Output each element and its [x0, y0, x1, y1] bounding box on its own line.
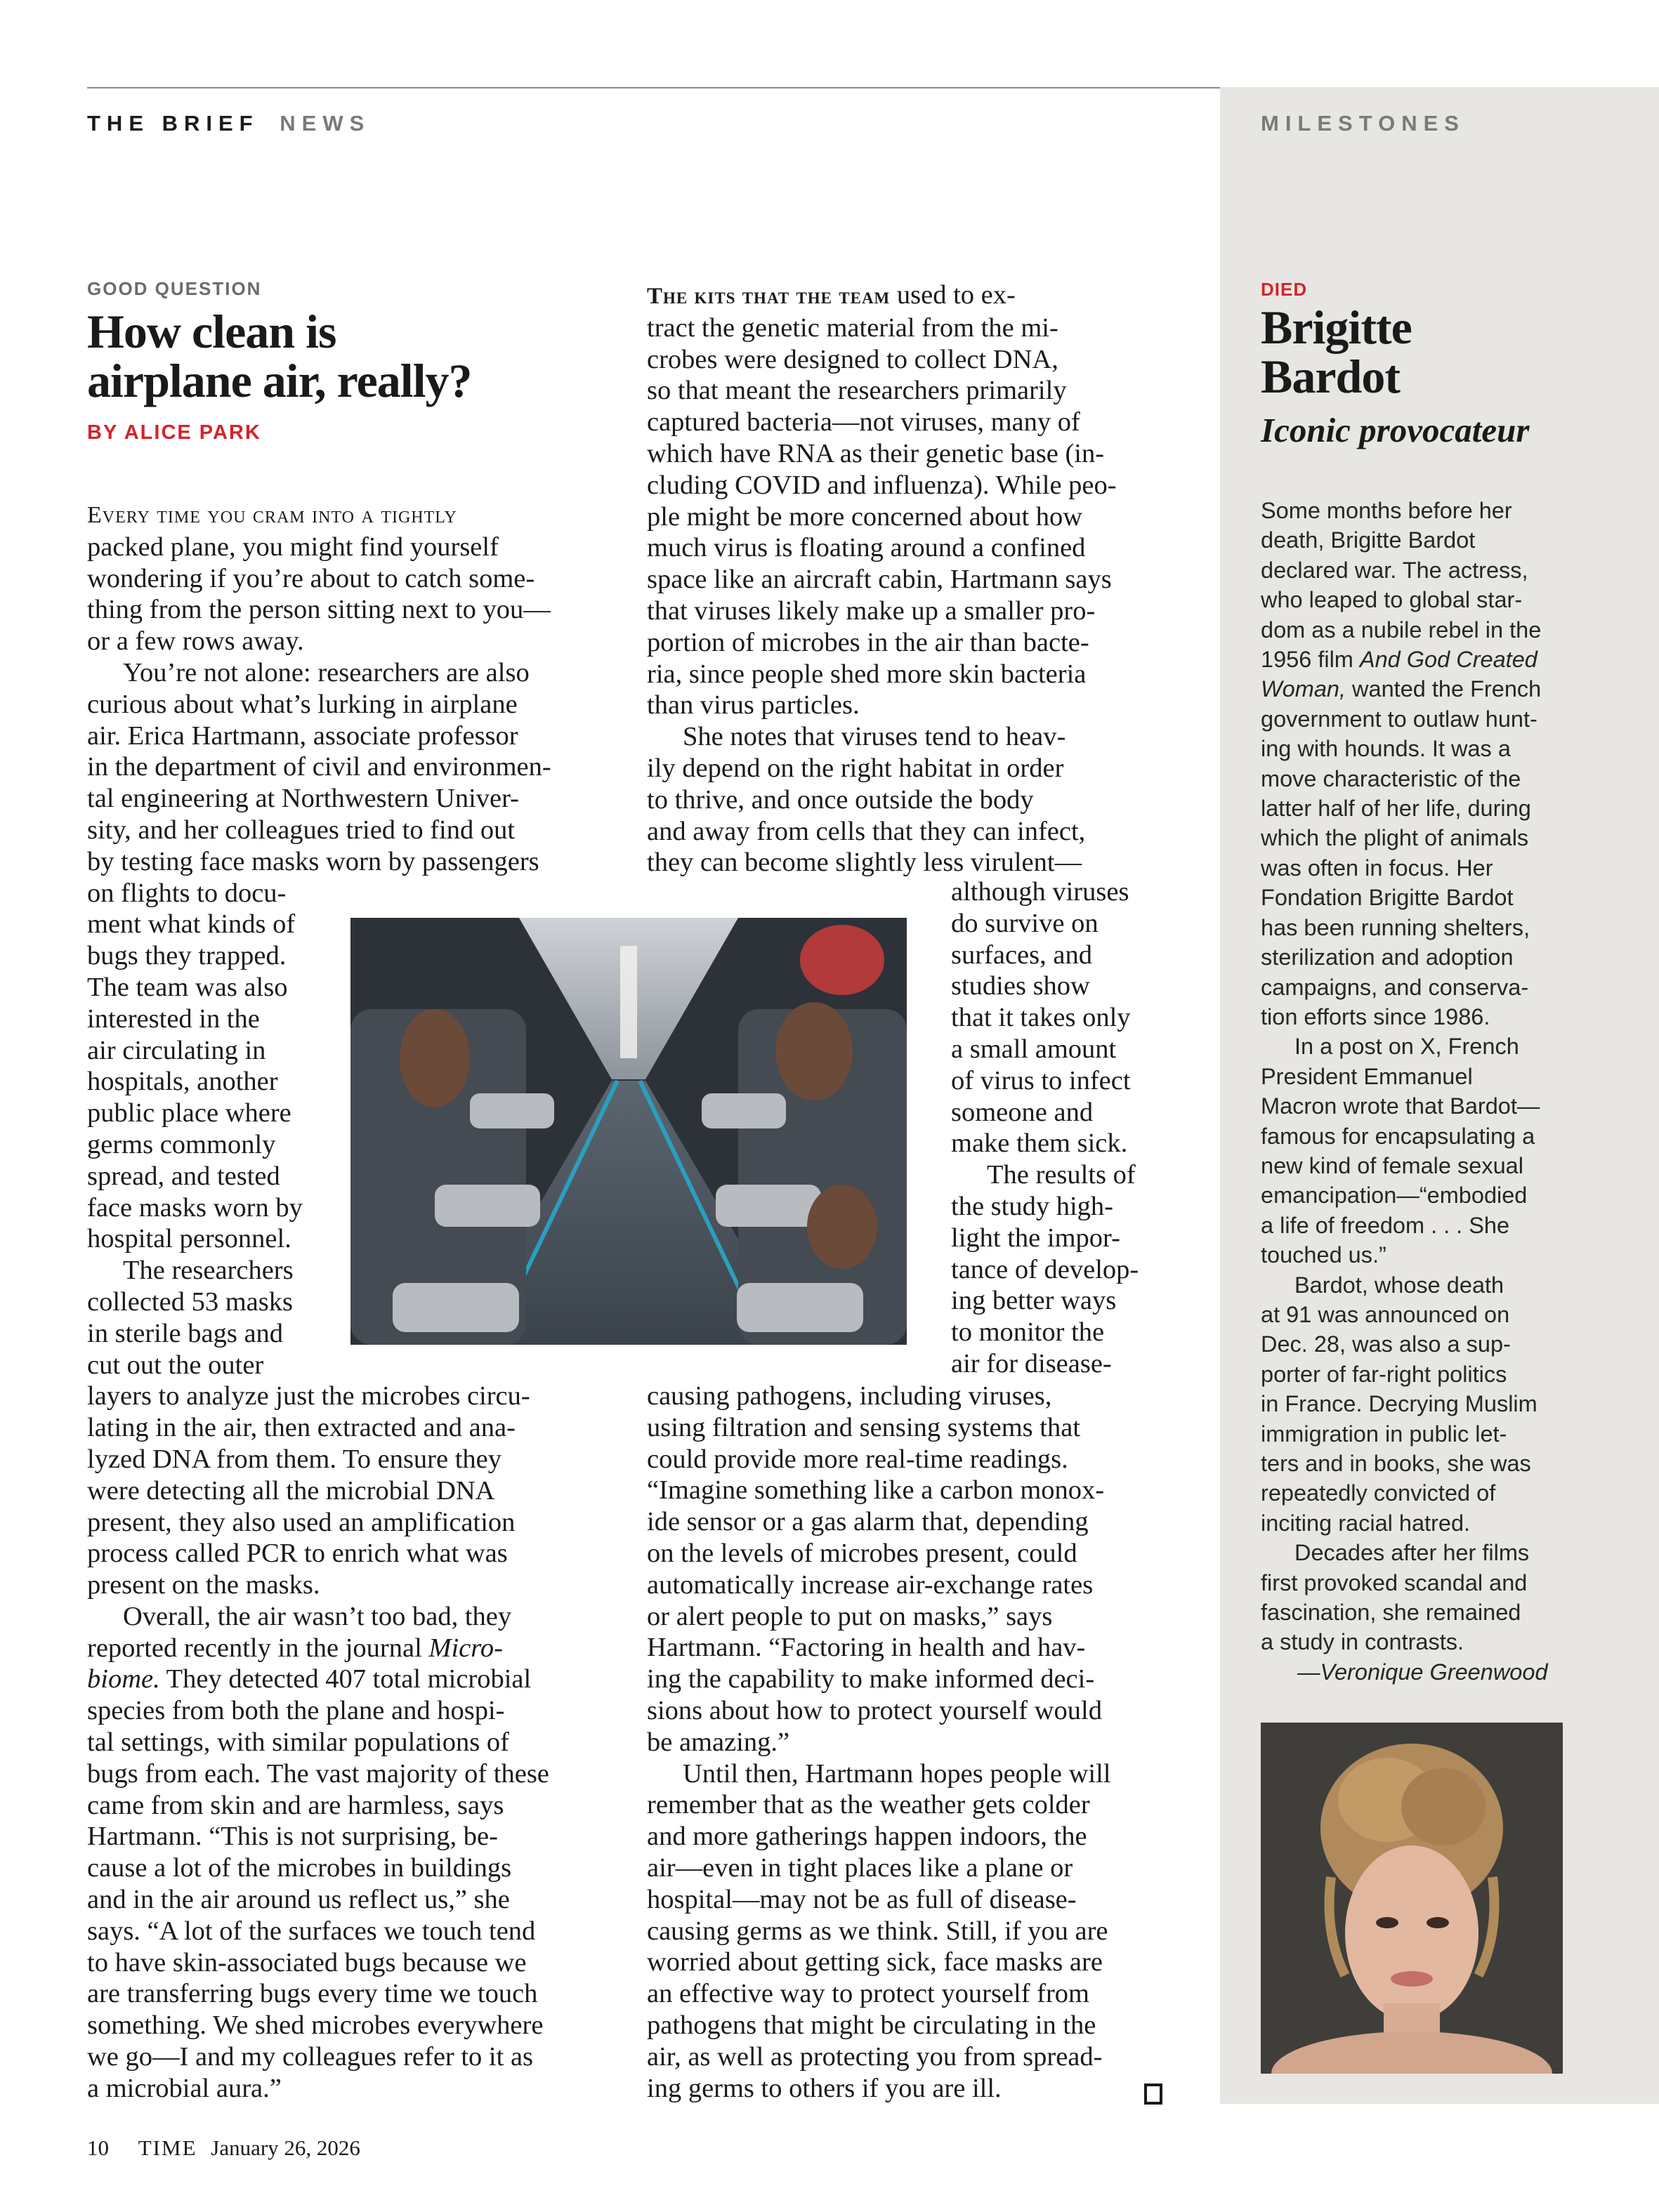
text-line: Bardot, whose death	[1294, 1272, 1504, 1298]
text-line: ing germs to others if you are ill.	[647, 2073, 1002, 2103]
text-line: ters and in books, she was	[1261, 1451, 1531, 1476]
text-line: was often in focus. Her	[1261, 855, 1493, 881]
text-line: tal engineering at Northwestern Univer-	[87, 784, 520, 814]
text-line: public place where	[87, 1098, 291, 1128]
text-line: sions about how to protect yourself would	[647, 1695, 1102, 1725]
section-header	[87, 111, 370, 136]
text-line: In a post on X, French	[1294, 1034, 1519, 1060]
text-line: You’re not alone: researchers are also	[123, 657, 530, 687]
text-line: who leaped to global star-	[1261, 587, 1523, 613]
film-pre: 1956 film	[1261, 647, 1360, 673]
text-line: emancipation—“embodied	[1261, 1183, 1528, 1209]
article-byline: BY ALICE PARK	[87, 421, 261, 444]
text-line: worried about getting sick, face masks are	[647, 1947, 1103, 1977]
text-line: captured bacteria—not viruses, many of	[647, 407, 1080, 437]
milestone-body	[1261, 496, 1570, 1687]
text-line: remember that as the weather gets colder	[647, 1790, 1090, 1820]
text-line: causing pathogens, including viruses,	[647, 1381, 1052, 1411]
text-line: by testing face masks worn by passengers	[87, 846, 539, 876]
milestone-subtitle: Iconic provocateur	[1261, 411, 1530, 449]
text-line: pathogens that might be circulating in the	[647, 2010, 1096, 2040]
text-line: species from both the plane and hospi-	[87, 1696, 505, 1726]
text-line: tance of develop-	[951, 1254, 1139, 1284]
text-line: present on the masks.	[87, 1570, 320, 1600]
text-line: tion efforts since 1986.	[1261, 1003, 1490, 1029]
text-line: face masks worn by	[87, 1192, 303, 1223]
text-line: government to outlaw hunt-	[1261, 706, 1537, 732]
text-line: surfaces, and	[951, 940, 1092, 970]
article-title-line1: How clean is	[87, 305, 336, 358]
text-line: bugs they trapped.	[87, 941, 287, 971]
text-line: air circulating in	[87, 1035, 266, 1065]
text-line: causing germs as we think. Still, if you are	[647, 1916, 1108, 1946]
text-line	[1261, 674, 1570, 704]
sidebar-header: MILESTONES	[1261, 111, 1465, 136]
text-line: hospital—may not be as full of disease-	[647, 1884, 1077, 1914]
text-line: which the plight of animals	[1261, 825, 1529, 851]
text-line: inciting racial hatred.	[1261, 1510, 1471, 1536]
text-line: dom as a nubile rebel in the	[1261, 617, 1542, 643]
text-line: space like an aircraft cabin, Hartmann says	[647, 565, 1112, 595]
text-line: new kind of female sexual	[1261, 1152, 1523, 1178]
col2-lead-in: The kits that the team	[647, 284, 891, 309]
text-line: The results of	[987, 1160, 1136, 1190]
text-line: ing better ways	[951, 1286, 1117, 1316]
text-line: Overall, the air wasn’t too bad, they	[123, 1601, 512, 1631]
magazine-name: TIME	[138, 2135, 197, 2160]
text-line: sterilization and adoption	[1261, 944, 1514, 970]
text-line: air, as well as protecting you from spread-	[647, 2041, 1103, 2072]
text-line: cut out the outer	[87, 1350, 264, 1380]
text-line: interested in the	[87, 1003, 260, 1034]
text-line: tal settings, with similar populations of	[87, 1727, 509, 1758]
text-line: they can become slightly less virulent—	[647, 848, 1082, 878]
text-line: immigration in public let-	[1261, 1421, 1507, 1447]
text-line: cause a lot of the microbes in buildings	[87, 1853, 512, 1883]
text-line: of virus to infect	[951, 1065, 1131, 1095]
text-line: latter half of her life, during	[1261, 796, 1531, 822]
article-kicker: GOOD QUESTION	[87, 278, 262, 299]
airplane-cabin-photo	[350, 918, 907, 1345]
text-line: air for disease-	[951, 1348, 1112, 1378]
text-line: collected 53 masks	[87, 1286, 293, 1317]
top-rule	[87, 87, 1220, 88]
text-line: thing from the person sitting next to you—	[87, 595, 551, 625]
text-line: death, Brigitte Bardot	[1261, 527, 1476, 553]
text-line: layers to analyze just the microbes circu-	[87, 1381, 530, 1411]
subsection-name: NEWS	[280, 111, 371, 136]
text-line: air. Erica Hartmann, associate professor	[87, 720, 518, 751]
text-line: wondering if you’re about to catch some-	[87, 563, 535, 593]
text-line: although viruses	[951, 877, 1129, 907]
airplane-aisle-illustration	[350, 918, 907, 1345]
text-line: make them sick.	[951, 1128, 1128, 1159]
text-line: and more gatherings happen indoors, the	[647, 1822, 1087, 1852]
text-line: porter of far-right politics	[1261, 1361, 1507, 1387]
text-line: declared war. The actress,	[1261, 557, 1528, 583]
text-line: germs commonly	[87, 1129, 276, 1159]
brigitte-bardot-portrait	[1261, 1723, 1563, 2074]
text-line: ide sensor or a gas alarm that, depending	[647, 1507, 1089, 1537]
section-name: THE BRIEF	[87, 111, 259, 136]
text-line: ily depend on the right habitat in order	[647, 753, 1064, 783]
text-line: says. “A lot of the surfaces we touch tend	[87, 1916, 536, 1946]
article-wrap-column	[951, 876, 1169, 1380]
text-line: Decades after her films	[1294, 1540, 1530, 1566]
text-line: curious about what’s lurking in airplane	[87, 689, 518, 719]
article-lead-in: Every time you cram into a tightly	[87, 502, 457, 528]
text-line: the study high-	[951, 1191, 1113, 1221]
text-line: than virus particles.	[647, 690, 860, 720]
film-post: wanted the French	[1346, 676, 1542, 702]
text-line: be amazing.”	[647, 1727, 790, 1757]
text-line: ing with hounds. It was a	[1261, 736, 1511, 762]
text-line: ria, since people shed more skin bacteria	[647, 659, 1087, 689]
text-line: that it takes only	[951, 1003, 1131, 1033]
page-number: 10	[87, 2135, 109, 2160]
text-line: we go—I and my colleagues refer to it as	[87, 2042, 534, 2072]
text-line: and in the air around us reflect us,” she	[87, 1885, 510, 1915]
text-line: She notes that viruses tend to heav-	[683, 722, 1066, 752]
article-column-2	[647, 279, 1167, 878]
article-title	[87, 307, 621, 405]
text-line: Fondation Brigitte Bardot	[1261, 885, 1514, 911]
text-line: bugs from each. The vast majority of these	[87, 1758, 549, 1789]
text-line: ment what kinds of	[87, 909, 296, 940]
text-line: and away from cells that they can infect,	[647, 816, 1086, 846]
text-line: hospital personnel.	[87, 1224, 291, 1254]
text-line: portion of microbes in the air than bacte-	[647, 627, 1089, 657]
text-line: President Emmanuel	[1261, 1063, 1473, 1089]
col2-first: used to ex-	[890, 280, 1016, 310]
page-footer	[87, 2135, 360, 2161]
text-line: to thrive, and once outside the body	[647, 784, 1034, 815]
text-line: to have skin-associated bugs because we	[87, 1947, 527, 1977]
col1-p4	[87, 1601, 611, 2105]
journal-name-a: Micro-	[428, 1633, 503, 1663]
text-line: in France. Decrying Muslim	[1261, 1391, 1537, 1417]
text-line: in the department of civil and environmen-	[87, 752, 551, 782]
milestone-name-line2: Bardot	[1261, 350, 1400, 403]
text-line: Some months before her	[1261, 498, 1512, 523]
text-line: Hartmann. “Factoring in health and hav-	[647, 1633, 1086, 1663]
text-line: to monitor the	[951, 1317, 1105, 1348]
text-line: an effective way to protect yourself from	[647, 1979, 1090, 2009]
text-line: light the impor-	[951, 1223, 1120, 1253]
film-title-a: And God Created	[1359, 647, 1537, 673]
text-line: someone and	[951, 1097, 1094, 1127]
text-line: The researchers	[123, 1256, 294, 1286]
text-line: present, they also used an amplification	[87, 1507, 516, 1537]
text-line: move characteristic of the	[1261, 765, 1521, 791]
text-line: first provoked scandal and	[1261, 1569, 1528, 1595]
text-line: cluding COVID and influenza). While peo-	[647, 470, 1117, 500]
text-line: Macron wrote that Bardot—	[1261, 1093, 1540, 1119]
text-line: are transferring bugs every time we touch	[87, 1979, 538, 2009]
text-line: studies show	[951, 971, 1090, 1001]
text-line: that viruses likely make up a smaller pro-	[647, 595, 1096, 626]
text-line: in sterile bags and	[87, 1318, 284, 1348]
text-line: ple might be more concerned about how	[647, 501, 1083, 532]
text-line: process called PCR to enrich what was	[87, 1539, 508, 1569]
text-line: “Imagine something like a carbon monox-	[647, 1475, 1105, 1506]
text-line: Hartmann. “This is not surprising, be-	[87, 1822, 498, 1852]
journal-pre: reported recently in the journal	[87, 1633, 429, 1663]
text-line	[647, 279, 1167, 312]
text-line: tract the genetic material from the mi-	[647, 312, 1058, 343]
text-line: packed plane, you might find yourself	[87, 532, 499, 562]
milestone-name-line1: Brigitte	[1261, 301, 1412, 354]
text-line: on the levels of microbes present, could	[647, 1538, 1077, 1568]
text-line: something. We shed microbes everywhere	[87, 2010, 544, 2041]
issue-date: January 26, 2026	[211, 2135, 360, 2160]
text-line: ing the capability to make informed deci-	[647, 1664, 1095, 1694]
journal-name-b: biome.	[87, 1664, 160, 1694]
article-title-line2: airplane air, really?	[87, 354, 472, 407]
text-line: so that meant the researchers primarily	[647, 376, 1067, 406]
text-line: were detecting all the microbial DNA	[87, 1475, 495, 1506]
text-line: spread, and tested	[87, 1161, 280, 1191]
text-line: which have RNA as their genetic base (in-	[647, 438, 1105, 468]
text-line	[87, 1664, 611, 1695]
text-line: sity, and her colleagues tried to find out	[87, 815, 516, 845]
text-line: a study in contrasts.	[1261, 1629, 1464, 1655]
text-line: campaigns, and conserva-	[1261, 974, 1529, 1000]
text-line: could provide more real-time readings.	[647, 1444, 1068, 1474]
text-line: air—even in tight places like a plane or	[647, 1852, 1073, 1883]
text-line: famous for encapsulating a	[1261, 1123, 1535, 1149]
text-line: has been running shelters,	[1261, 914, 1530, 940]
text-line: at 91 was announced on	[1261, 1301, 1510, 1327]
text-line: hospitals, another	[87, 1067, 278, 1097]
text-line: Dec. 28, was also a sup-	[1261, 1331, 1511, 1357]
text-line: on flights to docu-	[87, 878, 287, 908]
text-line: crobes were designed to collect DNA,	[647, 344, 1058, 374]
journal-post: They detected 407 total microbial	[159, 1664, 532, 1694]
milestone-author: —Veronique Greenwood	[1297, 1659, 1548, 1685]
text-line: came from skin and are harmless, says	[87, 1790, 504, 1820]
text-line: or alert people to put on masks,” says	[647, 1601, 1053, 1631]
text-line: or a few rows away.	[87, 626, 304, 657]
text-line: Until then, Hartmann hopes people will	[683, 1758, 1111, 1789]
text-line: lyzed DNA from them. To ensure they	[87, 1444, 502, 1474]
text-line	[1261, 645, 1570, 674]
text-line: repeatedly convicted of	[1261, 1480, 1496, 1506]
text-line: do survive on	[951, 908, 1099, 938]
text-line: a microbial aura.”	[87, 2073, 282, 2103]
text-line: using filtration and sensing systems that	[647, 1412, 1081, 1442]
milestone-label: DIED	[1261, 279, 1308, 300]
end-mark-icon	[1144, 2083, 1162, 2105]
text-line: fascination, she remained	[1261, 1600, 1521, 1626]
portrait-illustration	[1261, 1723, 1563, 2074]
text-line: a life of freedom . . . She	[1261, 1212, 1510, 1238]
milestone-name	[1261, 303, 1412, 401]
text-line: touched us.”	[1261, 1242, 1386, 1268]
text-line: much virus is floating around a confined	[647, 533, 1086, 563]
text-line: The team was also	[87, 972, 288, 1002]
text-line: lating in the air, then extracted and ana-	[87, 1413, 516, 1443]
article-column-2-lower	[647, 1381, 1167, 2104]
text-line	[87, 1633, 611, 1664]
col1-p1	[87, 532, 611, 657]
text-line: a small amount	[951, 1034, 1117, 1064]
film-title-b: Woman,	[1261, 676, 1346, 702]
text-line: automatically increase air-exchange rates	[647, 1569, 1094, 1600]
